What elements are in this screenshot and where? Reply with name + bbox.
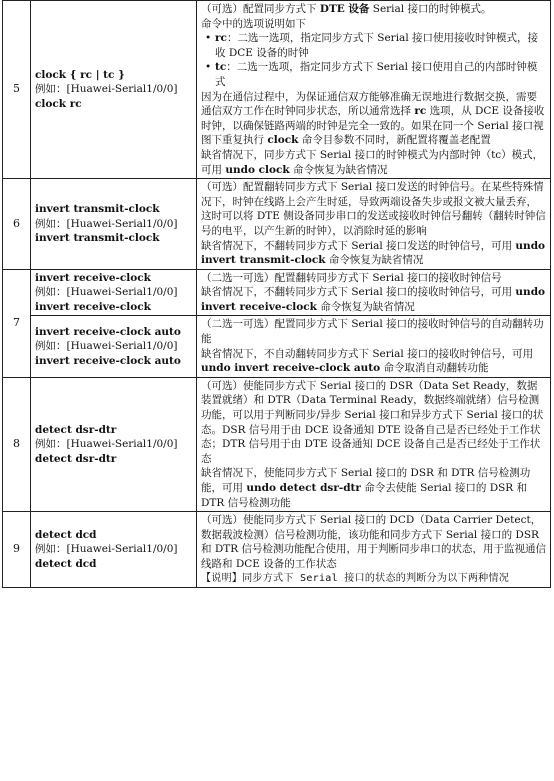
desc-text: （二选一可选）配置同步方式下 Serial 接口的接收时钟信号的自动翻转功能	[201, 318, 544, 346]
step-number: 8	[3, 377, 31, 511]
desc-bold: undo detect dsr-dtr	[246, 482, 361, 494]
example-prefix: 例如：[Huawei-Serial1/0/0]	[35, 340, 178, 353]
desc-text: 缺省情况下，使能同步方式下 Serial 接口的 DSR 和 DTR 信号检测功能，可用	[201, 467, 531, 494]
example-prefix: 例如：[Huawei-Serial1/0/0]	[35, 286, 178, 299]
desc-text: 命令恢复为缺省情况	[325, 254, 424, 267]
desc-bold: undo invert receive-clock	[201, 286, 546, 313]
command-name: detect dsr-dtr	[35, 423, 117, 436]
step-number: 5	[3, 1, 31, 179]
desc-text: 命令中的选项说明如下	[201, 17, 306, 30]
example-command: clock rc	[35, 97, 82, 110]
description-cell	[197, 179, 551, 270]
desc-text: 因为在通信过程中，为保证通信双方能够准确无误地进行数据交换，需要通信双方工作在时钟同步状态，所以通常选择	[201, 90, 537, 118]
command-table	[2, 0, 551, 588]
command-cell	[31, 377, 197, 511]
bullet-item	[201, 60, 546, 89]
table-row	[3, 512, 551, 588]
command-cell	[31, 1, 197, 179]
table-row	[3, 377, 551, 511]
command-cell	[31, 179, 197, 270]
table-row	[3, 269, 551, 316]
step-number: 7	[3, 269, 31, 377]
example-command: detect dcd	[35, 557, 97, 570]
desc-text: 缺省情况下，同步方式下 Serial 接口的时钟模式为内部时钟（tc）模式，可用	[201, 148, 544, 176]
desc-text: （二选一可选）配置翻转同步方式下 Serial 接口的接收时钟信号	[201, 271, 502, 284]
desc-bold: undo invert receive-clock auto	[201, 362, 381, 375]
example-prefix: 例如：[Huawei-Serial1/0/0]	[35, 83, 178, 96]
desc-text: 命令去使能 Serial 接口的 DSR 和 DTR 信号检测功能	[201, 482, 528, 509]
desc-text: 缺省情况下，不自动翻转同步方式下 Serial 接口的接收时钟信号，可用	[201, 347, 534, 360]
desc-text: 命令取消自动翻转功能	[380, 362, 489, 375]
step-number: 9	[3, 512, 31, 588]
bullet-dot-icon: •	[205, 32, 212, 45]
table-row	[3, 1, 551, 179]
desc-text: 命令恢复为缺省情况	[316, 300, 415, 313]
example-command: invert receive-clock auto	[35, 354, 181, 367]
command-cell	[31, 316, 197, 377]
step-number: 6	[3, 179, 31, 270]
desc-text: 缺省情况下，不翻转同步方式下 Serial 接口的接收时钟信号，可用	[201, 286, 516, 299]
example-command: invert receive-clock	[35, 300, 151, 313]
bullet-item	[201, 31, 546, 60]
command-name: invert transmit-clock	[35, 203, 160, 216]
desc-bold: undo clock	[225, 163, 290, 176]
command-name: clock { rc | tc }	[35, 68, 125, 81]
desc-text: ：二选一选项，指定同步方式下 Serial 接口使用接收时钟模式，接收 DCE 设备的时钟	[215, 32, 539, 59]
table-row	[3, 316, 551, 377]
description-cell	[197, 1, 551, 179]
desc-bold: undo invert transmit-clock	[201, 239, 546, 267]
example-command: invert transmit-clock	[35, 232, 160, 245]
desc-text: 命令恢复为缺省情况	[289, 163, 388, 176]
desc-text: Serial 接口的时钟模式。	[369, 3, 492, 15]
desc-text: （可选）配置翻转同步方式下 Serial 接口发送的时钟信号。在某些特殊情况下，时钟在线路上会产生时延，导致两端设备失步或报文被大量丢弃，这时可以将 DTE 侧设备同步串口的发送或接收时钟信号翻转（翻转时钟信号的电平，以产生新的时钟），以消除时延的影响	[201, 181, 546, 237]
command-cell	[31, 512, 197, 588]
description-cell	[197, 316, 551, 377]
desc-text: ：二选一选项，指定同步方式下 Serial 接口使用自己的内部时钟模式	[215, 61, 538, 88]
example-prefix: 例如：[Huawei-Serial1/0/0]	[35, 543, 178, 556]
desc-text: 选项，从 DCE 设备接收时钟，以确保链路两端的时钟是完全一致的。如果在同一个 Serial 接口视图下重复执行	[201, 105, 545, 147]
bullet-dot-icon: •	[205, 61, 212, 74]
table-row	[3, 179, 551, 270]
description-cell	[197, 269, 551, 316]
option-key: rc	[215, 32, 227, 45]
desc-text: （可选）配置同步方式下	[201, 3, 320, 15]
desc-text: （可选）使能同步方式下 Serial 接口的 DCD（Data Carrier Detect，数据载波检测）信号检测功能，该功能和同步方式下 Serial 接口的 DSR 和 DTR 信号检测功能配合使用，用于判断同步串口的状态，用于监视通信线路和 DCE 设备的工作状态	[201, 514, 547, 570]
example-prefix: 例如：[Huawei-Serial1/0/0]	[35, 438, 178, 451]
example-prefix: 例如：[Huawei-Serial1/0/0]	[35, 217, 178, 230]
description-cell	[197, 512, 551, 588]
option-key: tc	[215, 61, 227, 74]
desc-text: 命令目参数不同时，新配置将覆盖老配置	[298, 134, 491, 147]
description-cell	[197, 377, 551, 511]
command-cell	[31, 269, 197, 316]
command-name: invert receive-clock auto	[35, 325, 181, 338]
desc-bold: rc	[414, 105, 427, 118]
command-name: invert receive-clock	[35, 271, 151, 284]
desc-text: 缺省情况下，不翻转同步方式下 Serial 接口发送的时钟信号，可用	[201, 239, 516, 252]
note-text: 【说明】同步方式下 Serial 接口的状态的判断分为以下两种情况	[201, 572, 510, 584]
example-command: detect dsr-dtr	[35, 452, 117, 465]
desc-bold: DTE 设备	[319, 3, 370, 15]
desc-text: （可选）使能同步方式下 Serial 接口的 DSR（Data Set Ready，数据装置就绪）和 DTR（Data Terminal Ready，数据终端就绪）信号检测功能，可以用于判断同步/异步 Serial 接口和异步方式下 Serial 接口的状态。DSR 信号用于由 DCE 设备通知 DTE 设备自己是否已经处于工作状态；DTR 信号用于由 DTE 设备通知 DCE 设备自己是否已经处于工作状态	[201, 379, 544, 465]
command-name: detect dcd	[35, 528, 97, 541]
desc-bold: clock	[267, 134, 299, 147]
